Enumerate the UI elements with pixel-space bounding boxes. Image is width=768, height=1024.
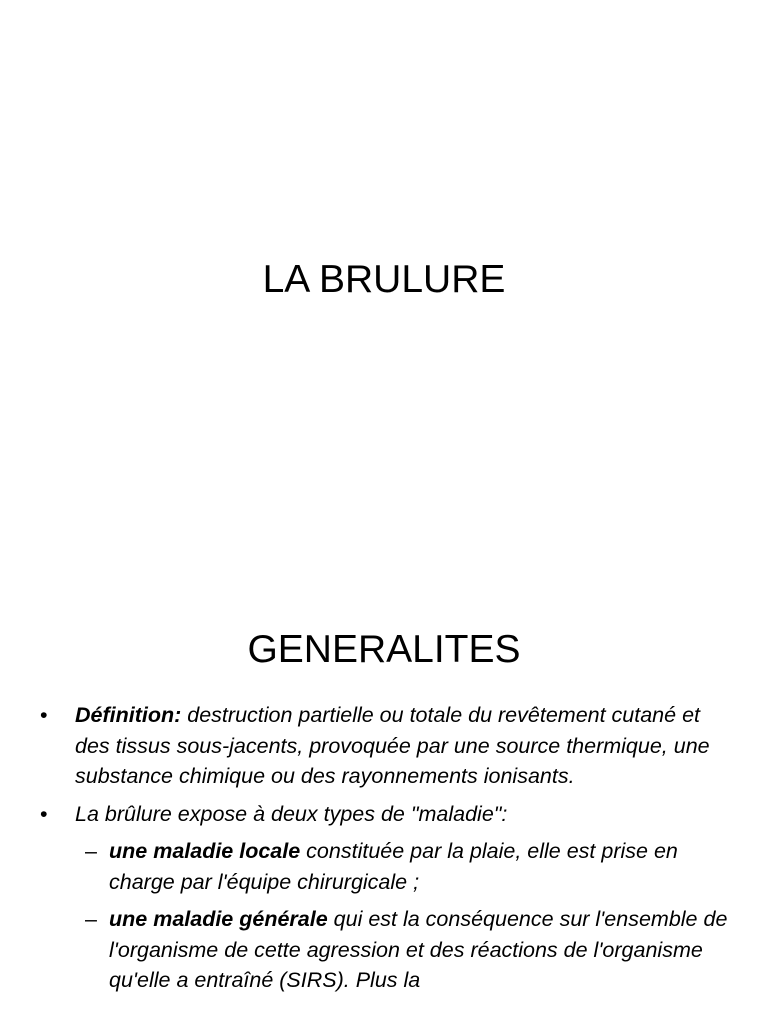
- dash-marker: –: [85, 907, 97, 931]
- slide-generalites: [0, 576, 768, 1024]
- dash-marker: –: [85, 839, 97, 863]
- slide-heading: GENERALITES: [247, 628, 521, 671]
- local-label: une maladie locale: [109, 839, 301, 863]
- sub-item-general: [40, 904, 740, 996]
- slide-title: LA BRULURE: [262, 258, 506, 301]
- definition-label: Définition:: [75, 703, 182, 727]
- bullet-marker: •: [40, 703, 48, 727]
- general-text: qui est la conséquence sur l'ensemble de l'organisme de cette agression et des réactions de l'organisme qu'elle a entraîné (SIRS). Plus la: [109, 907, 728, 992]
- bullet-types: [40, 799, 740, 830]
- local-text: constituée par la plaie, elle est prise en charge par l'équipe chirurgicale ;: [109, 839, 678, 894]
- bullet-definition: [40, 700, 740, 792]
- types-text: La brûlure expose à deux types de "maladie":: [75, 801, 508, 826]
- sub-item-local: [40, 836, 740, 897]
- bullet-marker: •: [40, 801, 48, 826]
- general-label: une maladie générale: [109, 907, 328, 931]
- slide-body: [40, 700, 740, 1003]
- definition-text: destruction partielle ou totale du revêtement cutané et des tissus sous-jacents, provoquée par une source thermique, une substance chimique ou des rayonnements ionisants.: [75, 703, 710, 788]
